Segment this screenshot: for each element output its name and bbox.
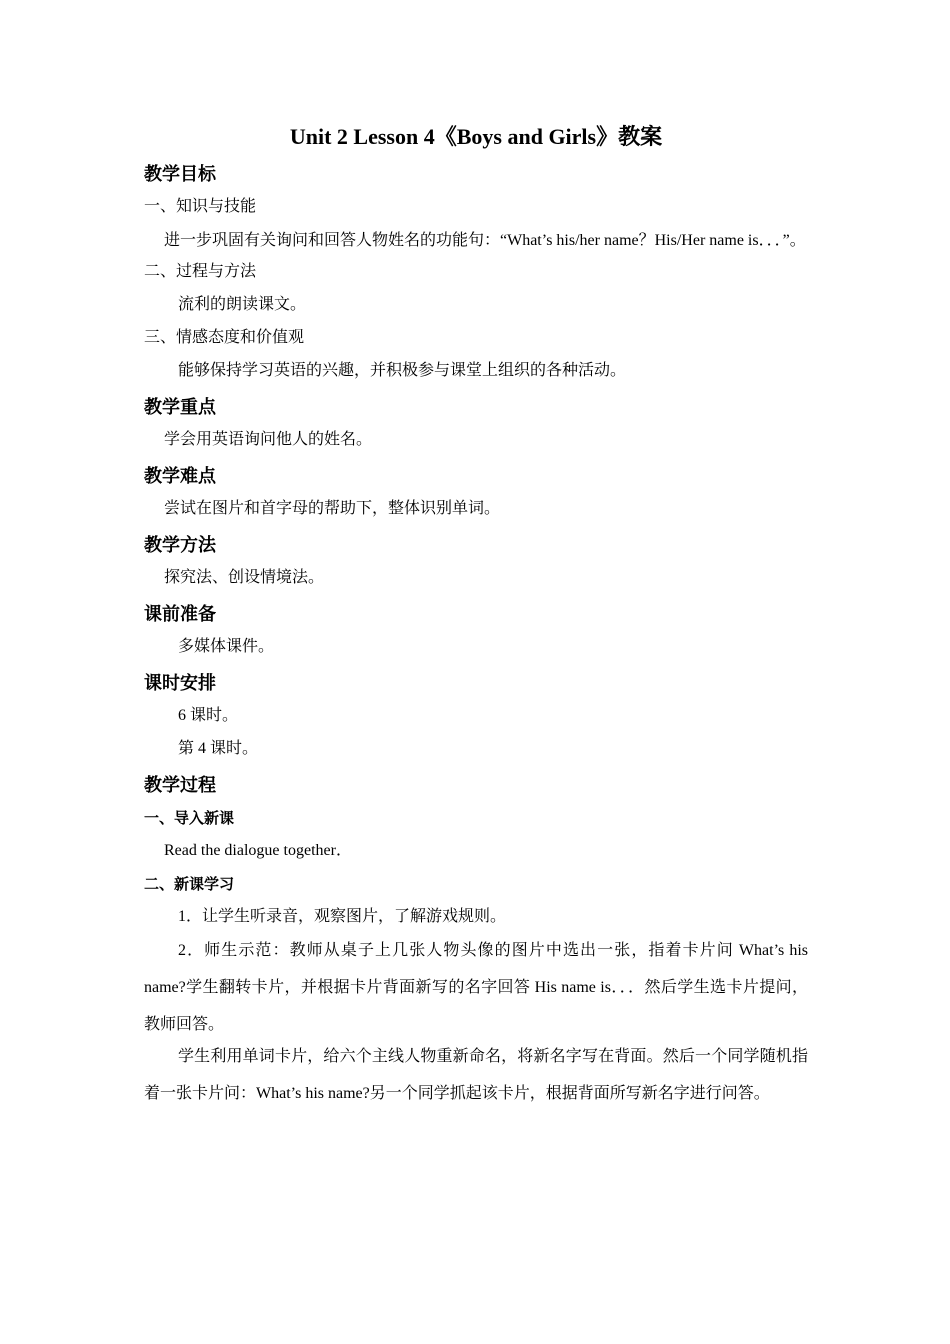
schedule-heading: 课时安排 bbox=[144, 673, 216, 694]
methods-heading: 教学方法 bbox=[144, 535, 216, 556]
objectives-section-3-heading: 三、情感态度和价值观 bbox=[144, 329, 305, 346]
methods-text: 探究法、创设情境法。 bbox=[164, 569, 325, 586]
objectives-section-1-heading: 一、知识与技能 bbox=[144, 198, 257, 215]
key-points-text: 学会用英语询问他人的姓名。 bbox=[164, 431, 373, 448]
document-page bbox=[144, 120, 808, 1114]
difficulties-heading: 教学难点 bbox=[144, 466, 216, 487]
key-points-heading: 教学重点 bbox=[144, 397, 216, 418]
objectives-section-1-text: 进一步巩固有关询问和回答人物姓名的功能句：“What’s his/her name？His/Her name is．．．”。 bbox=[164, 232, 806, 249]
schedule-line-1: 6 课时。 bbox=[178, 707, 239, 724]
objectives-heading: 教学目标 bbox=[144, 164, 216, 185]
document-title: Unit 2 Lesson 4《Boys and Girls》教案 bbox=[289, 124, 663, 149]
process-step-1-heading: 一、导入新课 bbox=[144, 809, 235, 827]
objectives-section-2-text: 流利的朗读课文。 bbox=[178, 296, 307, 313]
difficulties-text: 尝试在图片和首字母的帮助下，整体识别单词。 bbox=[164, 500, 501, 517]
process-step-2-heading: 二、新课学习 bbox=[144, 875, 235, 893]
objectives-section-3-text: 能够保持学习英语的兴趣，并积极参与课堂上组织的各种活动。 bbox=[178, 362, 627, 379]
process-item-1: 1．让学生听录音，观察图片，了解游戏规则。 bbox=[178, 908, 507, 925]
preparation-heading: 课前准备 bbox=[144, 604, 216, 625]
process-item-2: 2．师生示范：教师从桌子上几张人物头像的图片中选出一张，指着卡片问 What’s his name?学生翻转卡片，并根据卡片背面新写的名字回答 His name is．．．然后学生选卡片提问，教师回答。 bbox=[144, 942, 808, 1033]
process-heading: 教学过程 bbox=[144, 775, 216, 796]
objectives-section-2-heading: 二、过程与方法 bbox=[144, 263, 257, 280]
preparation-text: 多媒体课件。 bbox=[178, 638, 275, 655]
process-step-1-text: Read the dialogue together． bbox=[164, 842, 352, 859]
schedule-line-2: 第 4 课时。 bbox=[178, 740, 259, 757]
process-item-3: 学生利用单词卡片，给六个主线人物重新命名，将新名字写在背面。然后一个同学随机指着一张卡片问：What’s his name?另一个同学抓起该卡片，根据背面所写新名字进行问答。 bbox=[144, 1048, 808, 1102]
